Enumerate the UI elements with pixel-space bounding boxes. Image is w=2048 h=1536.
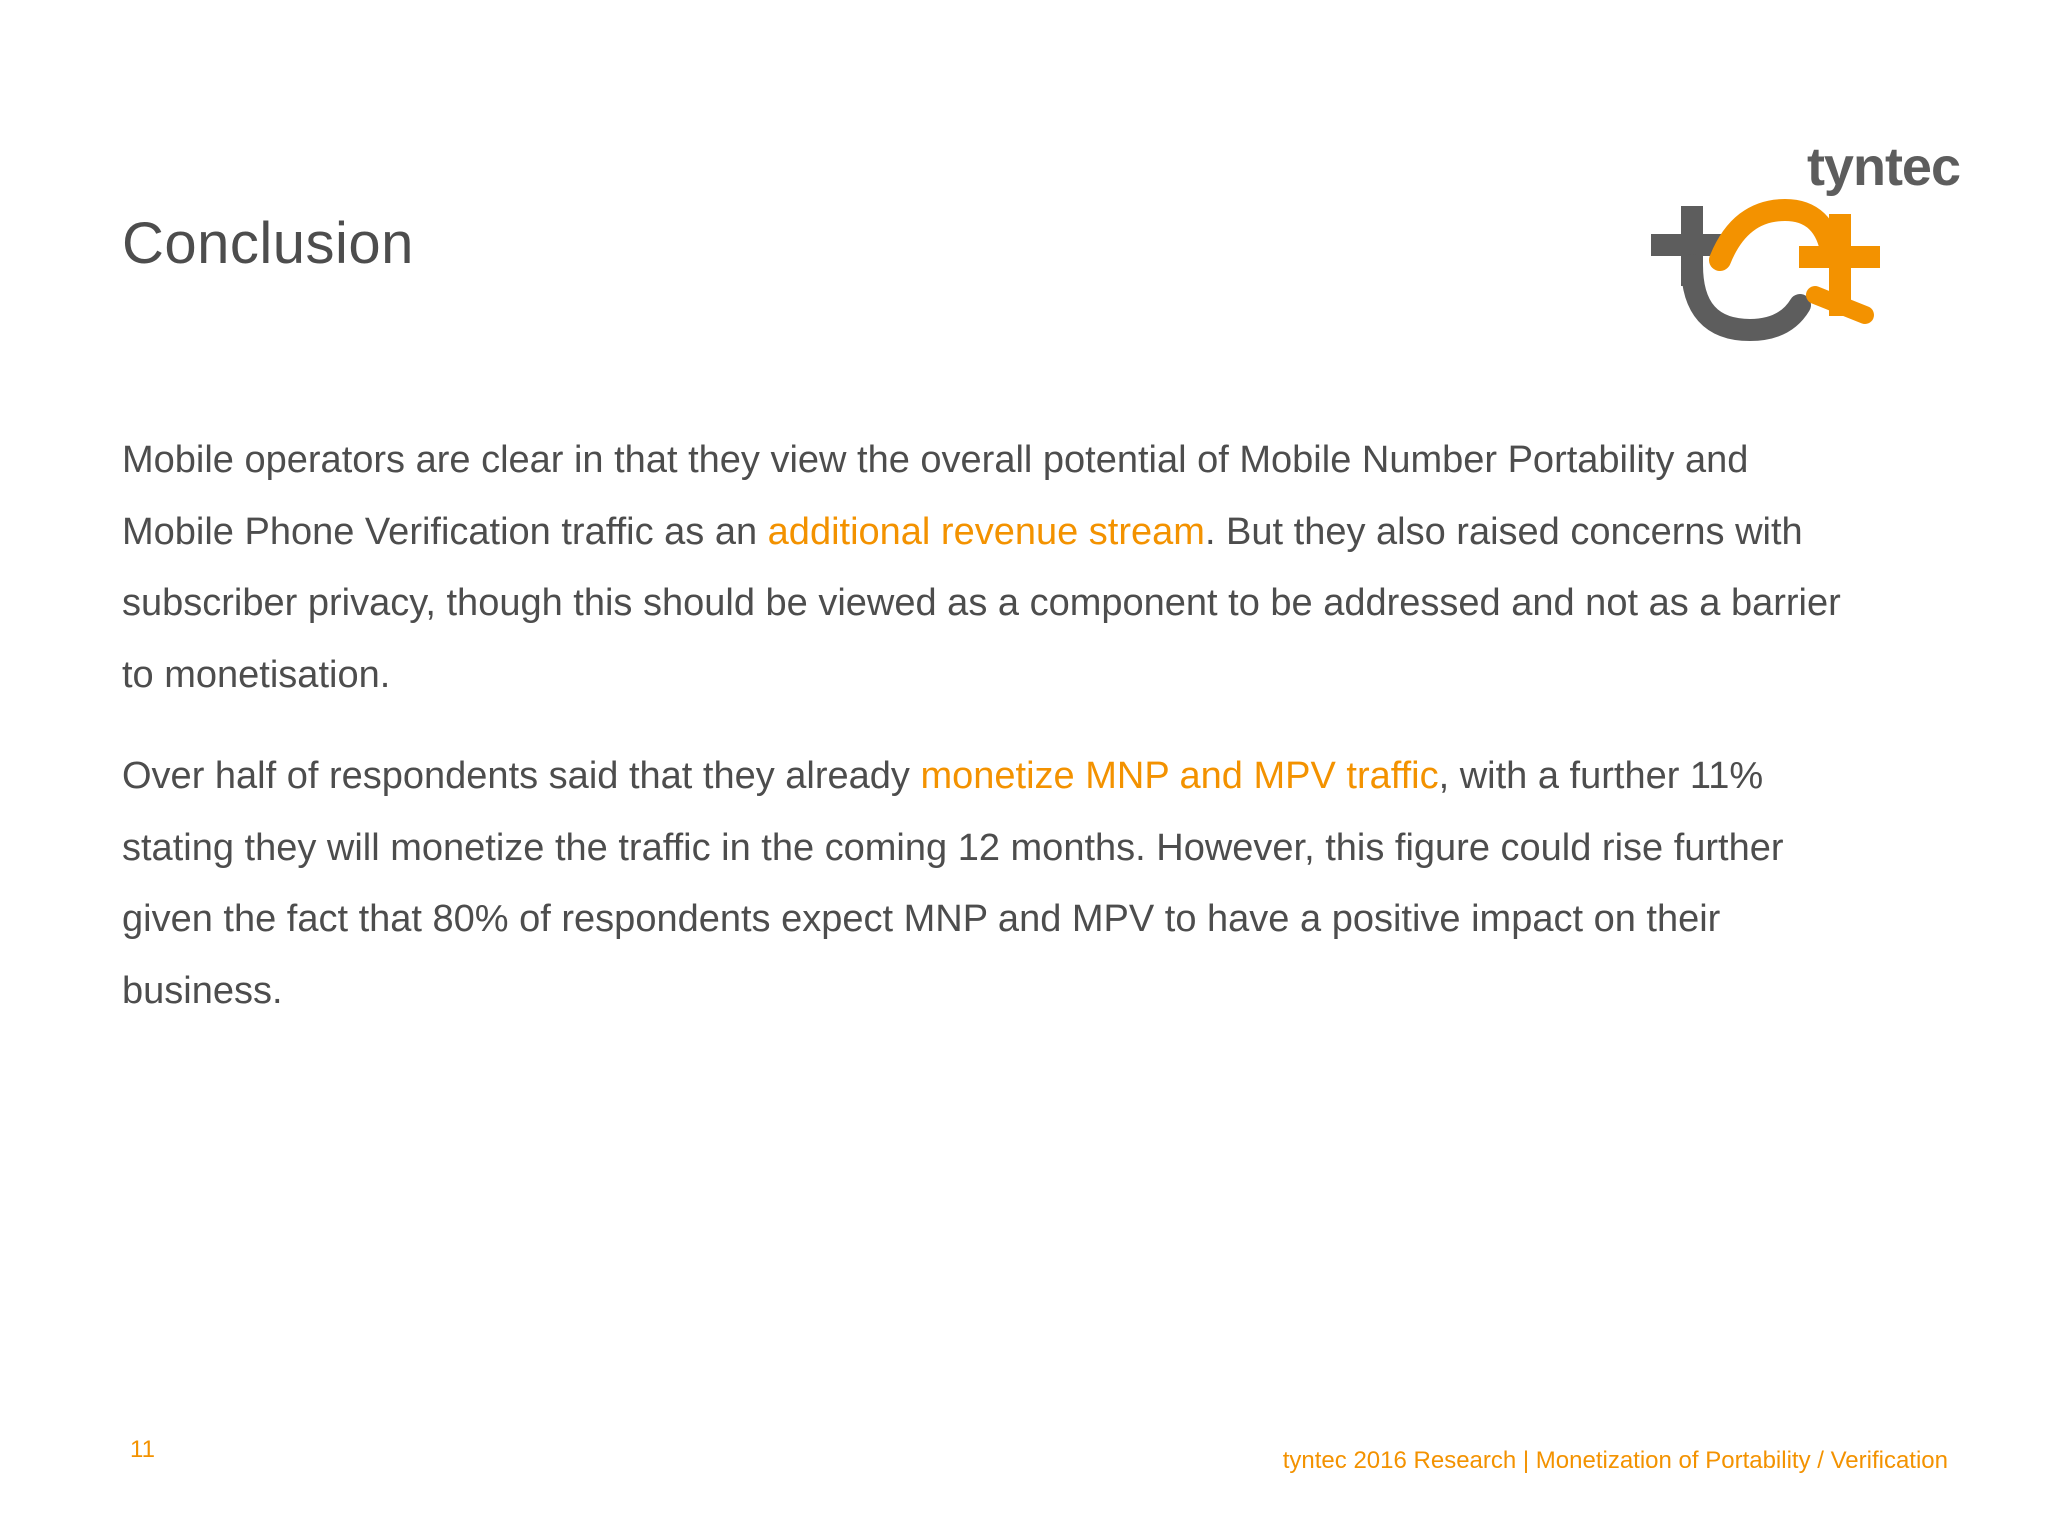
- paragraph-text: Mobile operators are clear in that they view the overall potential of Mobile Number Portability and Mobile Phone Verification traffic as an: [122, 439, 1749, 553]
- footer-text: tyntec 2016 Research | Monetization of Portability / Verification: [1282, 1447, 1948, 1474]
- tyntec-logo-mark-icon: [1650, 195, 1880, 345]
- paragraph-text: , with a further 11% stating they will monetize the traffic in the coming 12 months. However, this figure could rise further given the fact that 80% of respondents expect MNP and MPV to have a positive impact on their business.: [122, 755, 1784, 1012]
- page-title: Conclusion: [122, 211, 414, 276]
- paragraph-revenue: [122, 425, 1842, 711]
- paragraph-text: . But they also raised concerns with subscriber privacy, though this should be viewed as a component to be addressed and not as a barrier to monetisation.: [122, 510, 1841, 696]
- tyntec-logo: [1650, 137, 1960, 350]
- paragraph-monetization: [122, 741, 1842, 1027]
- page-number: 11: [130, 1436, 155, 1463]
- paragraph-text: Over half of respondents said that they already: [122, 755, 921, 797]
- body-text: [122, 425, 1842, 1057]
- logo-wordmark: tyntec: [1806, 137, 1960, 197]
- highlight-text: additional revenue stream: [767, 510, 1205, 553]
- highlight-text: monetize MNP and MPV traffic: [920, 755, 1439, 797]
